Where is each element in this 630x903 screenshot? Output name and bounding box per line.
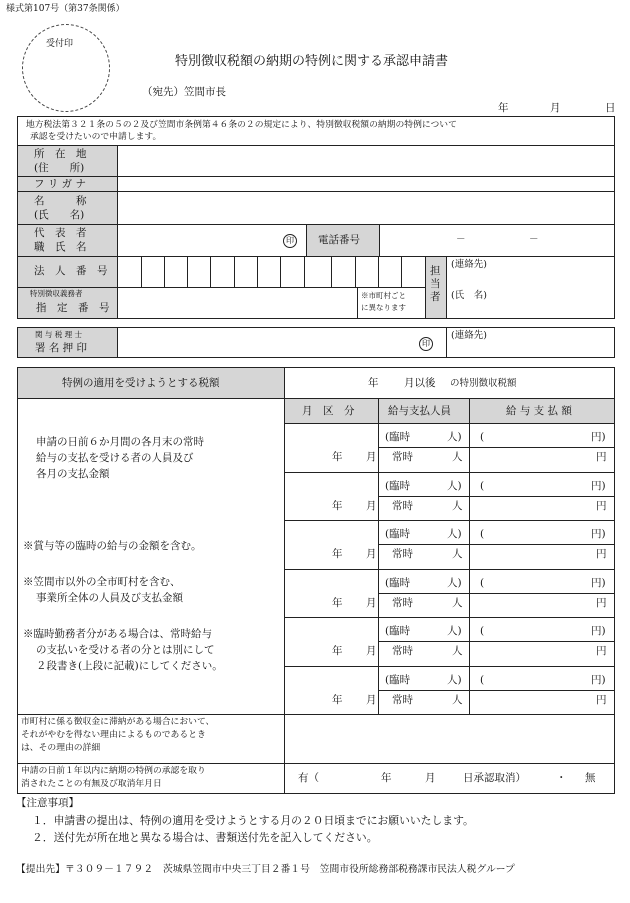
row-temp-unit: 人) <box>447 528 462 540</box>
row-regular-label: 常時 <box>392 548 413 560</box>
col-people-header: 給与支払人員 <box>388 405 451 417</box>
left-text-3: 各月の支払金額 <box>36 468 110 480</box>
revocation-year: 年 <box>381 772 392 784</box>
rep-label-2: 職 氏 名 <box>34 241 87 253</box>
date-year-label: 年 <box>498 102 509 114</box>
note-bonus: ※賞与等の臨時の給与の金額を含む。 <box>23 540 202 552</box>
row-temp-unit: 人) <box>447 431 462 443</box>
address-label-2: (住 所) <box>34 162 85 174</box>
row-temp-label: (臨時 <box>385 431 411 443</box>
revocation-label-1: 申請の日前１年以内に納期の特例の承認を取り <box>21 766 206 776</box>
furigana-field[interactable] <box>119 177 613 190</box>
note-all-municipalities-1: ※笠間市以外の全市町村を含む、 <box>23 576 181 588</box>
row-temp-unit: 人) <box>447 625 462 637</box>
row-amount-unit: 円 <box>596 597 607 609</box>
row-regular-unit: 人 <box>452 694 463 706</box>
row-regular-unit: 人 <box>452 548 463 560</box>
intro-line-2: 承認を受けたいので申請します。 <box>30 132 162 142</box>
notes-item-2: ２．送付先が所在地と異なる場合は、書類送付先を記入してください。 <box>32 831 378 844</box>
row-temp-label: (臨時 <box>385 674 411 686</box>
row-amount-close: 円) <box>591 674 606 686</box>
row-amount-close: 円) <box>591 431 606 443</box>
row-temp-unit: 人) <box>447 480 462 492</box>
arrears-reason-field[interactable] <box>286 716 613 761</box>
row-month-label: 月 <box>366 500 377 512</box>
note-temporary-1: ※臨時勤務者分がある場合は、常時給与 <box>23 628 212 640</box>
contact-label: (連絡先) <box>451 259 487 270</box>
row-year-label: 年 <box>332 645 343 657</box>
phone-separator-1: － <box>456 234 466 245</box>
row-month-label: 月 <box>366 597 377 609</box>
row-amount-field[interactable] <box>490 619 590 664</box>
furigana-label: フ リ ガ ナ <box>34 178 87 190</box>
row-amount-field[interactable] <box>490 522 590 567</box>
tax-accountant-label-1: 関 与 税 理 士 <box>35 330 83 339</box>
row-amount-close: 円) <box>591 577 606 589</box>
row-regular-label: 常時 <box>392 451 413 463</box>
row-temp-label: (臨時 <box>385 480 411 492</box>
row-amount-unit: 円 <box>596 645 607 657</box>
obligor-label-2: 指 定 番 号 <box>36 302 110 314</box>
row-month-label: 月 <box>366 548 377 560</box>
address-field[interactable] <box>119 147 613 175</box>
intro-line-1: 地方税法第３２１条の５の２及び笠間市条例第４６条の２の規定により、特別徴収税額の納期の特例について <box>26 120 457 130</box>
row-temp-unit: 人) <box>447 674 462 686</box>
tax-year-field[interactable] <box>300 370 360 396</box>
row-month-field[interactable] <box>290 619 375 664</box>
phone-separator-2: － <box>529 234 539 245</box>
row-amount-unit: 円 <box>596 548 607 560</box>
row-month-field[interactable] <box>290 474 375 519</box>
revocation-no[interactable]: 無 <box>585 772 596 784</box>
tax-value-year: 年 <box>368 377 379 389</box>
row-month-field[interactable] <box>290 522 375 567</box>
row-regular-label: 常時 <box>392 645 413 657</box>
row-month-field[interactable] <box>290 425 375 470</box>
row-month-field[interactable] <box>290 668 375 713</box>
row-month-field[interactable] <box>290 571 375 616</box>
row-regular-label: 常時 <box>392 694 413 706</box>
row-month-label: 月 <box>366 451 377 463</box>
row-regular-unit: 人 <box>452 597 463 609</box>
name-label-2: (氏 名) <box>34 209 85 221</box>
col-month-header: 月 区 分 <box>302 405 355 417</box>
tax-accountant-label-2: 署 名 押 印 <box>35 342 88 354</box>
left-text-1: 申請の日前６か月間の各月末の常時 <box>36 436 204 448</box>
revocation-day: 日承認取消） <box>463 772 526 784</box>
row-amount-field[interactable] <box>490 571 590 616</box>
row-regular-unit: 人 <box>452 500 463 512</box>
address-label-1: 所 在 地 <box>34 148 87 160</box>
arrears-label-2: それがやむを得ない理由によるものであるとき <box>21 730 206 740</box>
rep-label-1: 代 表 者 <box>34 227 87 239</box>
row-amount-close: 円) <box>591 625 606 637</box>
person-name-label: (氏 名) <box>451 290 487 301</box>
row-year-label: 年 <box>332 597 343 609</box>
tax-value-suffix: の特別徴収税額 <box>450 378 517 389</box>
row-regular-unit: 人 <box>452 645 463 657</box>
date-day-label: 日 <box>605 102 616 114</box>
row-amount-unit: 円 <box>596 500 607 512</box>
person-in-charge-field[interactable] <box>500 258 612 316</box>
form-number: 様式第107号（第37条関係） <box>6 4 125 14</box>
name-field[interactable] <box>119 192 613 223</box>
row-year-label: 年 <box>332 694 343 706</box>
receipt-stamp-label: 受付印 <box>46 39 74 49</box>
row-temp-label: (臨時 <box>385 577 411 589</box>
date-month-label: 月 <box>550 102 561 114</box>
submission-address: 【提出先】〒３０９－１７９２ 茨城県笠間市中央三丁目２番１号 笠間市役所総務部税務課市民法人税グループ <box>16 864 515 875</box>
revocation-dot: ・ <box>556 772 567 784</box>
notes-heading: 【注意事項】 <box>16 797 79 809</box>
row-temp-unit: 人) <box>447 577 462 589</box>
obligor-note-2: に異なります <box>361 303 406 312</box>
row-month-label: 月 <box>366 694 377 706</box>
person-in-charge-label: 担当者 <box>430 265 441 303</box>
tax-accountant-field[interactable] <box>119 329 444 356</box>
note-temporary-2: の支払いを受ける者の分とは別にして <box>36 644 215 656</box>
row-amount-open: ( <box>480 577 485 589</box>
row-month-label: 月 <box>366 645 377 657</box>
arrears-label-1: 市町村に係る徴収金に滞納がある場合において、 <box>21 717 215 727</box>
revocation-yes[interactable]: 有（ <box>298 772 319 784</box>
row-amount-unit: 円 <box>596 451 607 463</box>
revocation-month: 月 <box>425 772 436 784</box>
phone-field[interactable] <box>381 225 613 255</box>
row-year-label: 年 <box>332 548 343 560</box>
revocation-label-2: 消されたことの有無及び取消年月日 <box>21 779 162 789</box>
row-amount-field[interactable] <box>490 474 590 519</box>
row-amount-open: ( <box>480 674 485 686</box>
row-amount-field[interactable] <box>490 425 590 470</box>
row-regular-unit: 人 <box>452 451 463 463</box>
notes-item-1: １．申請書の提出は、特例の適用を受けようとする月の２０日頃までにお願いいたします。 <box>32 814 474 827</box>
obligor-number-field[interactable] <box>119 288 354 318</box>
row-year-label: 年 <box>332 500 343 512</box>
corp-number-label: 法 人 番 号 <box>34 265 108 277</box>
row-temp-label: (臨時 <box>385 625 411 637</box>
addressee: （宛先）笠間市長 <box>142 86 226 98</box>
phone-label: 電話番号 <box>318 234 360 246</box>
tax-label: 特例の適用を受けようとする税額 <box>62 377 220 389</box>
col-amount-header: 給 与 支 払 額 <box>506 405 572 417</box>
obligor-label-1: 特別徴収義務者 <box>30 289 83 298</box>
tax-accountant-seal-icon: 印 <box>419 337 433 351</box>
row-amount-close: 円) <box>591 480 606 492</box>
row-temp-label: (臨時 <box>385 528 411 540</box>
page-title: 特別徴収税額の納期の特例に関する承認申請書 <box>175 54 449 69</box>
row-amount-close: 円) <box>591 528 606 540</box>
representative-field[interactable] <box>119 225 299 255</box>
arrears-label-3: は、その理由の詳細 <box>21 743 101 753</box>
seal-mark-icon: 印 <box>283 234 297 248</box>
row-amount-unit: 円 <box>596 694 607 706</box>
row-amount-open: ( <box>480 528 485 540</box>
left-text-2: 給与の支払を受ける者の人員及び <box>36 452 194 464</box>
note-all-municipalities-2: 事業所全体の人員及び支払金額 <box>36 592 183 604</box>
obligor-note-1: ※市町村ごと <box>361 291 406 300</box>
name-label-1: 名 称 <box>34 195 87 207</box>
row-amount-open: ( <box>480 431 485 443</box>
tax-accountant-contact-label: (連絡先) <box>451 330 487 341</box>
row-amount-open: ( <box>480 625 485 637</box>
tax-value-month: 月以後 <box>404 377 436 389</box>
row-regular-label: 常時 <box>392 500 413 512</box>
row-amount-field[interactable] <box>490 668 590 713</box>
row-amount-open: ( <box>480 480 485 492</box>
note-temporary-3: ２段書き(上段に記載)にしてください。 <box>36 660 223 672</box>
row-year-label: 年 <box>332 451 343 463</box>
row-regular-label: 常時 <box>392 597 413 609</box>
